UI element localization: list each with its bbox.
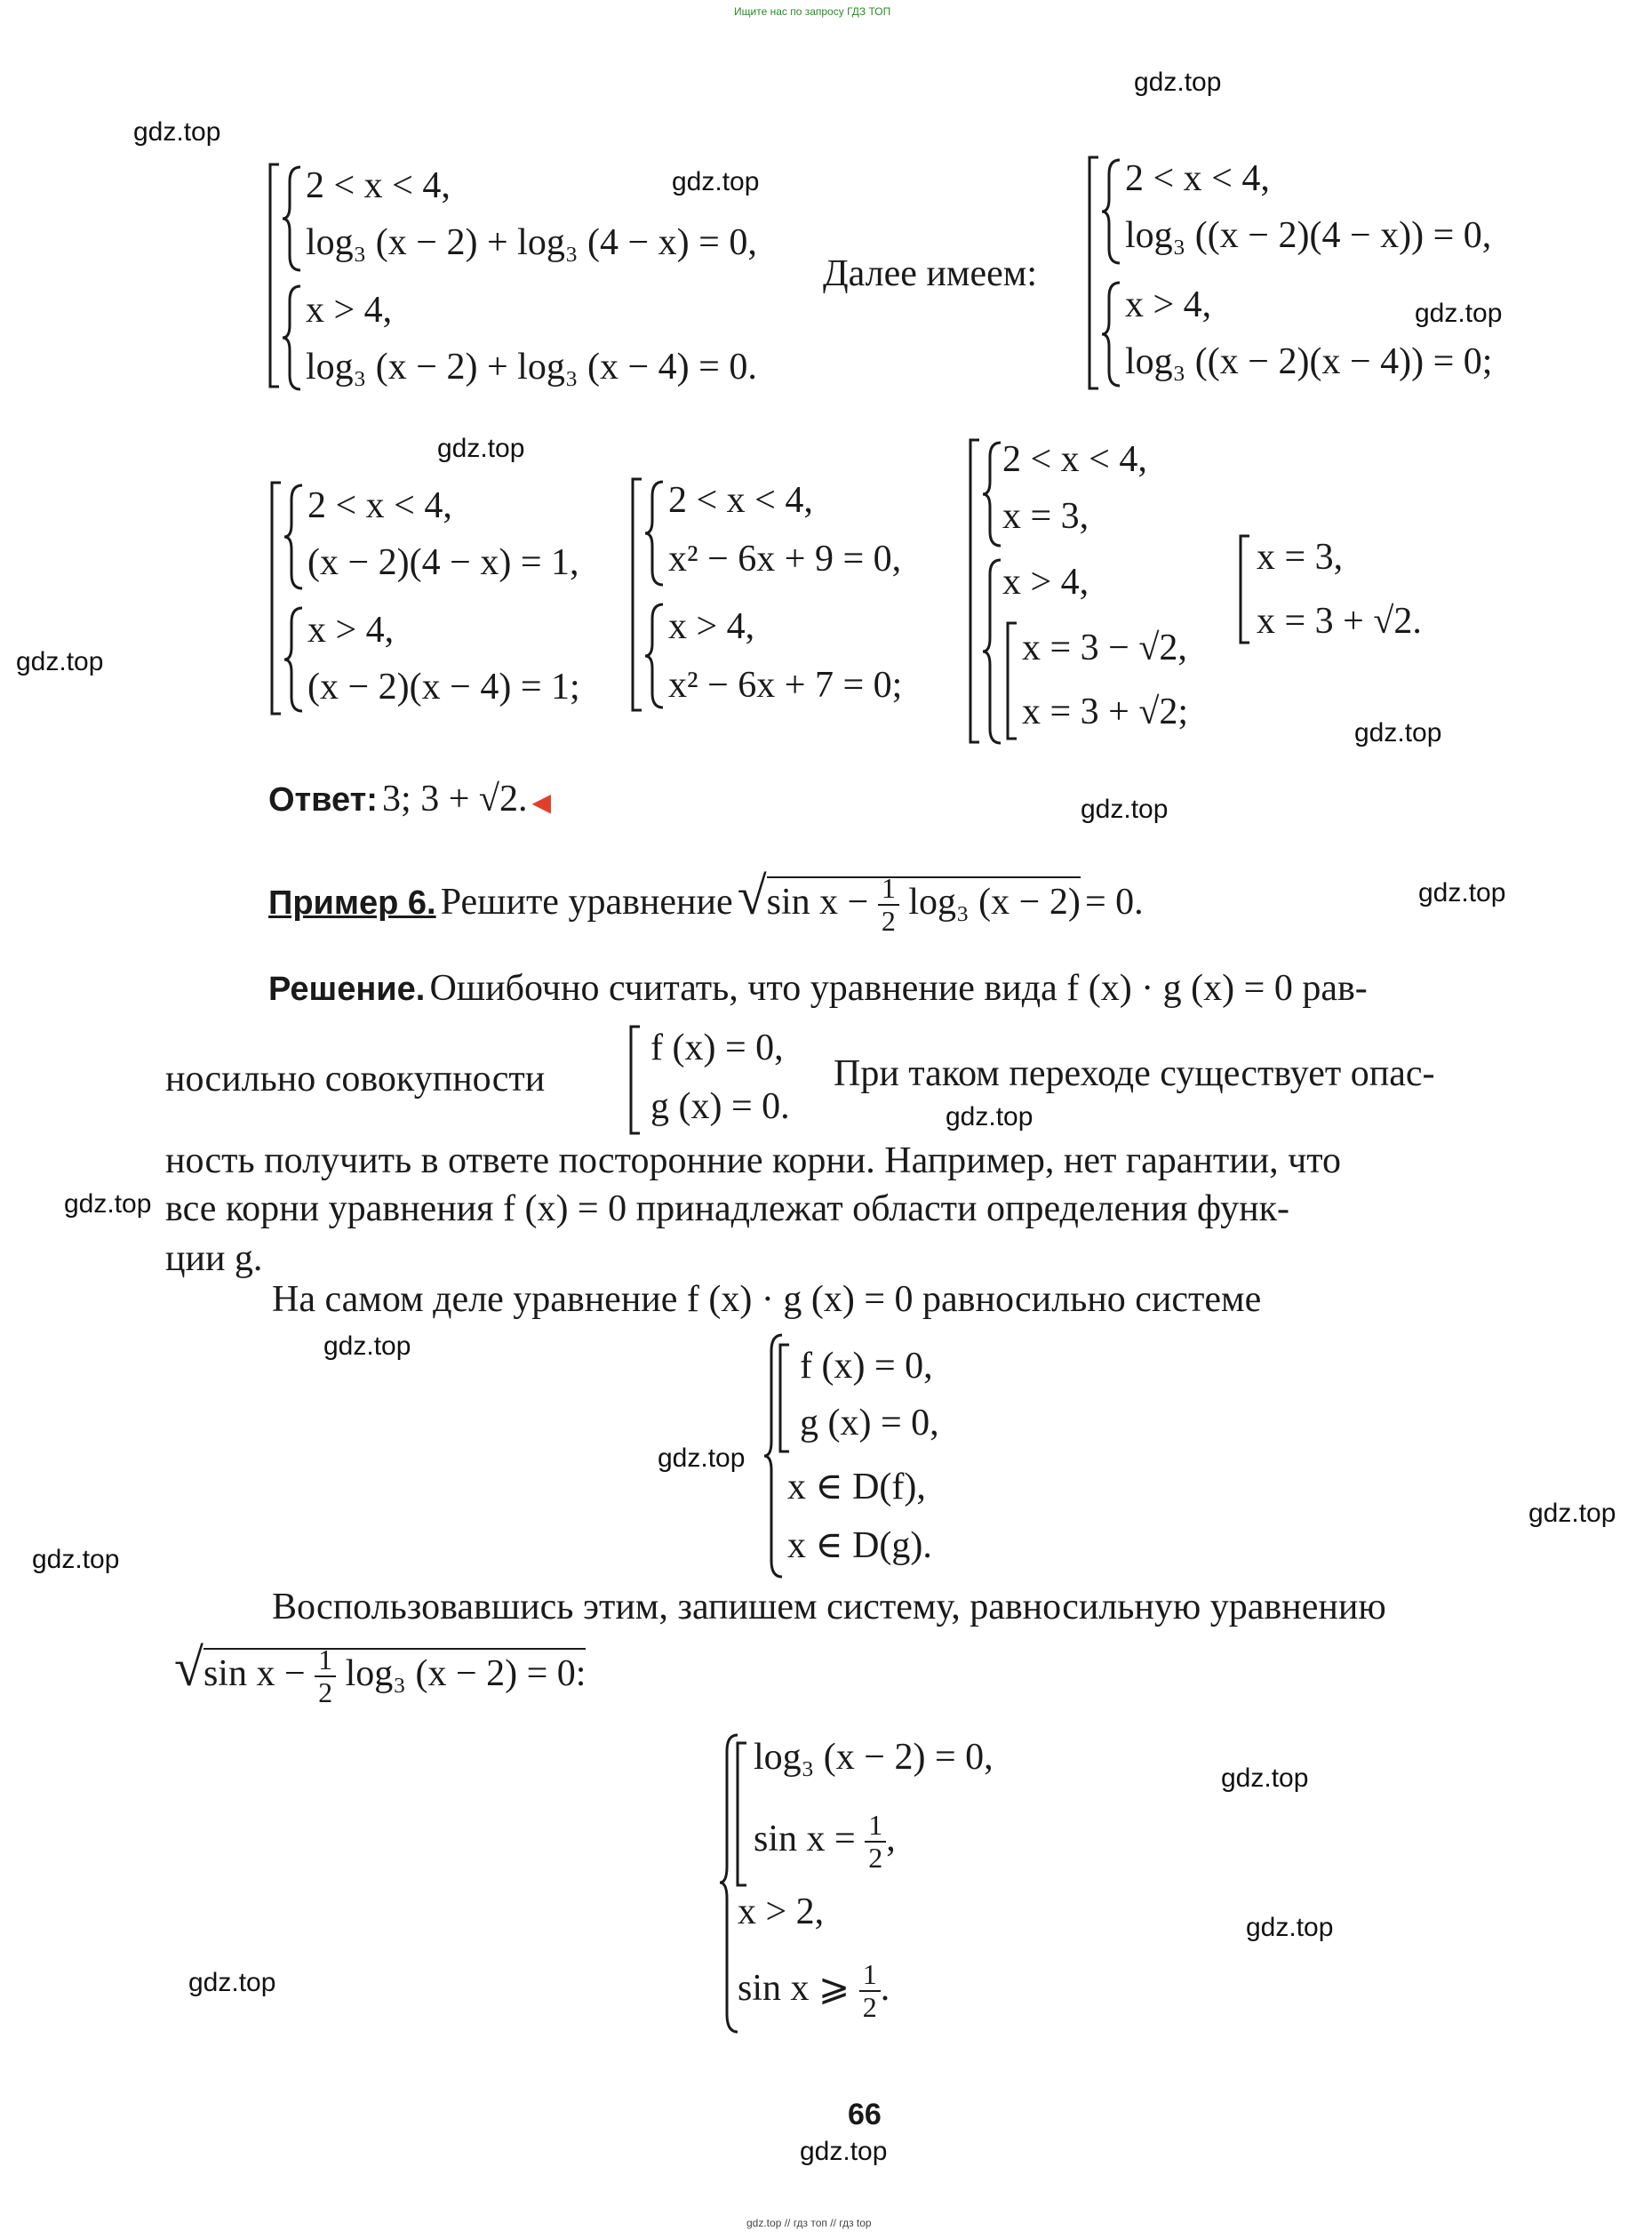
formula-line: 2 < x < 4, [307, 485, 452, 526]
formula-line: sin x ⩾ $\frac{1}{2}$ . [738, 1958, 890, 2024]
formula-line: x = 3 + √2; [1022, 692, 1189, 732]
formula-line: f (x) = 0, [650, 1028, 784, 1068]
solution-line-1 [268, 967, 1368, 1010]
formula-line: sin x = $\frac{1}{2}$ , [754, 1809, 896, 1875]
example-label: Пример 6. [268, 884, 436, 922]
radical-sign-icon: √ [737, 867, 767, 925]
connector-text: Далее имеем: [823, 253, 1037, 294]
watermark: gdz.top [1246, 1913, 1334, 1942]
watermark: gdz.top [323, 1331, 411, 1361]
formula-line: 2 < x < 4, [1002, 439, 1147, 480]
formula-line: log₃ ((x − 2)(4 − x)) = 0, [1125, 215, 1492, 256]
solution-text: носильно совокупности [165, 1059, 546, 1100]
solution-text: ции g. [165, 1238, 263, 1279]
page-number: 66 [848, 2098, 882, 2131]
formula-line: x > 4, [307, 610, 395, 651]
watermark: gdz.top [437, 434, 525, 463]
watermark: gdz.top [800, 2137, 888, 2166]
example-task: Решите уравнение [440, 882, 733, 923]
answer-value: 3; 3 + √2. [382, 779, 528, 820]
formula-line: x > 2, [738, 1891, 825, 1932]
formula-line: x > 4, [668, 606, 755, 647]
formula-line: g (x) = 0, [800, 1403, 939, 1443]
formula-line: (x − 2)(4 − x) = 1, [307, 542, 579, 583]
formula-line: log₃ (x − 2) = 0, [754, 1737, 994, 1778]
solution-text: Ошибочно считать, что уравнение вида f (x) · g (x) = 0 рав- [429, 968, 1368, 1009]
formula-line: x² − 6x + 9 = 0, [668, 539, 902, 580]
watermark: gdz.top [133, 117, 221, 147]
formula-line: x = 3 − √2, [1022, 628, 1187, 668]
formula-line: x = 3, [1002, 496, 1089, 537]
example-6-heading [268, 869, 1144, 938]
formula-line: 2 < x < 4, [306, 165, 451, 206]
formula-line: 2 < x < 4, [668, 480, 813, 521]
formula-line: x = 3 + √2. [1257, 601, 1422, 642]
watermark: gdz.top [672, 167, 760, 196]
watermark: gdz.top [1528, 1499, 1616, 1528]
solution-text: ность получить в ответе посторонние корни. Например, нет гарантии, что [165, 1140, 1342, 1181]
formula-line: x² − 6x + 7 = 0; [668, 665, 903, 706]
watermark: gdz.top [1354, 718, 1442, 748]
watermark: gdz.top [16, 647, 104, 676]
formula-line: f (x) = 0, [800, 1346, 933, 1387]
watermark: gdz.top [1081, 795, 1169, 824]
watermark: gdz.top [658, 1443, 746, 1473]
footer-watermark: gdz.top // гдз топ // гдз top [746, 2217, 872, 2229]
formula-line: log₃ (x − 2) + log₃ (x − 4) = 0. [306, 347, 757, 388]
watermark: gdz.top [946, 1102, 1033, 1131]
solution-text: При таком переходе существует опас- [834, 1053, 1435, 1094]
solution-text: Воспользовавшись этим, запишем систему, равносильную уравнению [272, 1587, 1386, 1627]
formula-line: x ∈ D(g). [787, 1525, 932, 1566]
solution-text: все корни уравнения f (x) = 0 принадлежат области определения функ- [165, 1188, 1289, 1229]
answer-line [268, 780, 551, 820]
formula-line: x ∈ D(f), [787, 1467, 926, 1507]
formula-line: (x − 2)(x − 4) = 1; [307, 667, 580, 708]
example-equation-end: = 0. [1084, 882, 1144, 923]
watermark: gdz.top [64, 1189, 152, 1219]
watermark: gdz.top [188, 1968, 276, 1997]
watermark: gdz.top [1418, 878, 1506, 908]
formula-line: x > 4, [1002, 562, 1089, 603]
formula-line: x > 4, [306, 290, 393, 331]
end-marker-icon: ◀ [531, 788, 552, 817]
solution-label: Решение. [268, 971, 426, 1008]
watermark: gdz.top [1415, 299, 1503, 328]
watermark: gdz.top [1134, 68, 1222, 97]
formula-line: 2 < x < 4, [1125, 158, 1270, 199]
formula-line: g (x) = 0. [650, 1086, 790, 1127]
equation-inline: √sin x − $\frac{1}{2}$ log₃ (x − 2) = 0: [174, 1638, 587, 1709]
formula-line: x = 3, [1257, 537, 1344, 578]
example-equation: sin x − $\frac{1}{2}$ log₃ (x − 2) [766, 872, 1081, 938]
formula-line: log₃ ((x − 2)(x − 4)) = 0; [1125, 341, 1493, 382]
formula-line: log₃ (x − 2) + log₃ (4 − x) = 0, [306, 222, 757, 263]
radical-sign-icon: √ [174, 1638, 204, 1697]
answer-label: Ответ: [268, 781, 378, 819]
watermark: gdz.top [1221, 1763, 1309, 1793]
top-watermark: Ищите нас по запросу ГДЗ ТОП [734, 5, 891, 18]
watermark: gdz.top [32, 1545, 120, 1574]
solution-text: На самом деле уравнение f (x) · g (x) = 0 равносильно системе [272, 1279, 1262, 1320]
formula-line: x > 4, [1125, 284, 1212, 325]
